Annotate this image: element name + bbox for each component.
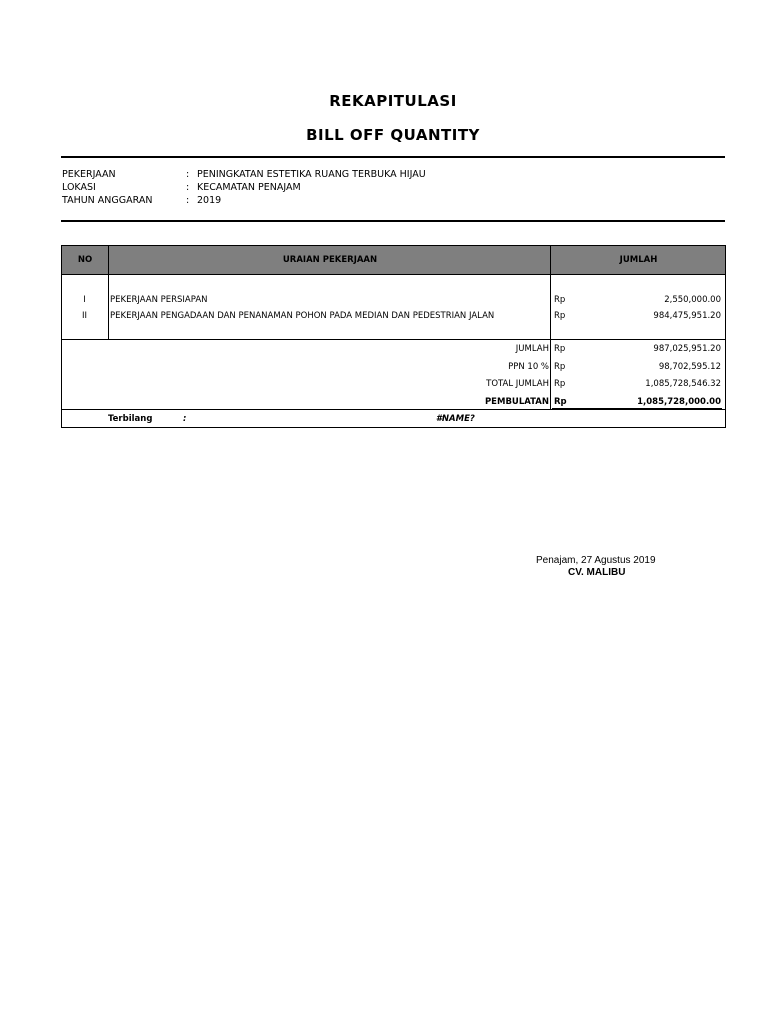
terbilang-colon: : xyxy=(183,414,187,424)
info-colon: : xyxy=(186,182,190,193)
summary-currency: Rp xyxy=(554,362,566,372)
row-amount: 984,475,951.20 xyxy=(653,311,721,321)
top-divider xyxy=(61,156,725,158)
header-divider xyxy=(108,245,109,275)
row-description: PEKERJAAN PENGADAAN DAN PENANAMAN POHON PADA MEDIAN DAN PEDESTRIAN JALAN xyxy=(110,311,495,321)
info-value-tahun: 2019 xyxy=(197,195,222,206)
summary-label-ppn: PPN 10 % xyxy=(508,362,549,372)
table-header xyxy=(61,245,726,275)
summary-currency: Rp xyxy=(554,397,567,407)
info-label-tahun: TAHUN ANGGARAN xyxy=(62,195,153,206)
signature-company: CV. MALIBU xyxy=(568,567,626,578)
summary-label-pembulatan: PEMBULATAN xyxy=(484,397,549,407)
column-header-jumlah: JUMLAH xyxy=(619,255,658,265)
info-value-lokasi: KECAMATAN PENAJAM xyxy=(197,182,301,193)
summary-amount-ppn: 98,702,595.12 xyxy=(658,362,721,372)
summary-amount-total: 1,085,728,546.32 xyxy=(645,379,721,389)
row-currency: Rp xyxy=(554,311,566,321)
terbilang-divider xyxy=(61,409,726,410)
column-divider xyxy=(550,274,551,339)
info-colon: : xyxy=(186,195,190,206)
column-divider xyxy=(108,274,109,339)
row-amount: 2,550,000.00 xyxy=(664,295,721,305)
info-colon: : xyxy=(186,169,190,180)
row-currency: Rp xyxy=(554,295,566,305)
summary-currency: Rp xyxy=(554,379,566,389)
terbilang-label: Terbilang xyxy=(108,414,153,424)
summary-label-total: TOTAL JUMLAH xyxy=(486,379,549,389)
summary-currency: Rp xyxy=(554,344,566,354)
pembulatan-underline xyxy=(552,408,722,409)
header-divider xyxy=(550,245,551,275)
document-subtitle: BILL OFF QUANTITY xyxy=(306,126,480,144)
info-value-pekerjaan: PENINGKATAN ESTETIKA RUANG TERBUKA HIJAU xyxy=(197,169,426,180)
items-divider xyxy=(61,339,726,340)
signature-place-date: Penajam, 27 Agustus 2019 xyxy=(536,555,656,566)
row-no: II xyxy=(81,311,87,321)
summary-amount-pembulatan: 1,085,728,000.00 xyxy=(637,397,721,407)
column-header-no: NO xyxy=(77,255,93,265)
summary-label-jumlah: JUMLAH xyxy=(515,344,549,354)
info-label-pekerjaan: PEKERJAAN xyxy=(62,169,116,180)
row-no: I xyxy=(83,295,86,305)
summary-amount-jumlah: 987,025,951.20 xyxy=(653,344,721,354)
document-title: REKAPITULASI xyxy=(329,92,457,110)
info-label-lokasi: LOKASI xyxy=(62,182,96,193)
row-description: PEKERJAAN PERSIAPAN xyxy=(110,295,208,305)
info-divider xyxy=(61,220,725,222)
column-header-uraian: URAIAN PEKERJAAN xyxy=(282,255,378,265)
column-divider xyxy=(550,339,551,409)
terbilang-value: #NAME? xyxy=(436,414,475,424)
